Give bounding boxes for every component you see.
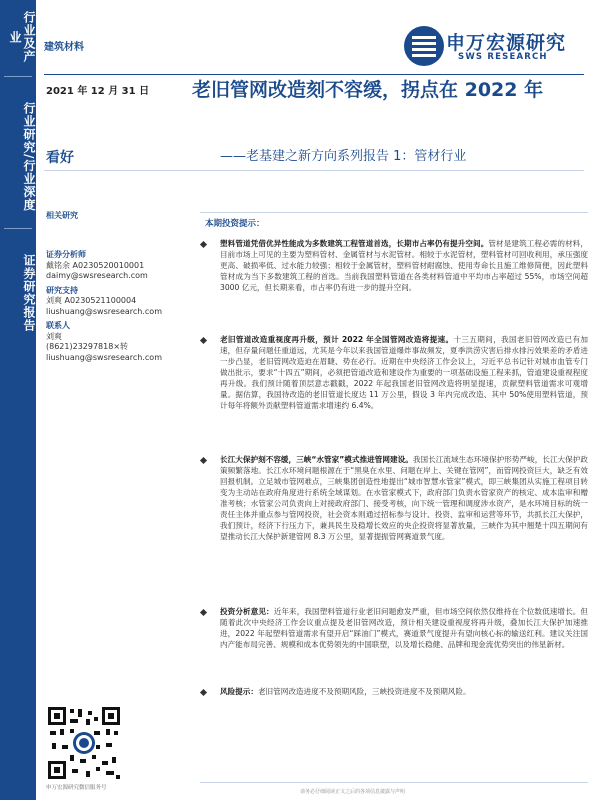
contact-name: 刘爽 xyxy=(46,331,62,341)
bullet-icon xyxy=(201,338,209,346)
qr-caption: 申万宏源研究微信服务号 xyxy=(46,785,107,791)
bullet-body: 老旧管网改造进度不及预期风险，三峡投资进度不及预期风险。 xyxy=(257,687,471,696)
footer-rule xyxy=(200,782,588,783)
sidebar-tab-report-type: 行业研究/行业深度 xyxy=(22,102,36,212)
bullet-body: 我国长江流域生态环境保护形势严峻，长江大保护政策频繁落地。长江水环境问题根源在于“黑臭在水里、问题在岸上、关键在管网”，而管网投资巨大，缺乏有效回报机制。立足城市管网难点，三峡集团创造性地提出“城市智慧水管家”模式，即三峡集团从实施工程项目转变为主动站在政府角度进行系统全域谋划。在水管家模式下，政府部门负责水管家资产的核定、成本监审和赠准考核；水管家公司负责向上对接政府部门、接受考核，向下统一管理和调度涉水资产，是水环境目标的统一责任主体并重点参与管网投资，社会资本则通过招标参与设计、投资、监审和运营等环节，共抓长江大保护，我们预计，经济下行压力下，兼具民生及稳增长效应的央企投资将显著放量，三峡作为其中翘楚十四五期间有望推动长江大保护新建管网 8.3 万公里，显著提振管网赛道景气度。 xyxy=(220,455,589,541)
logo-name-en: SWS RESEARCH xyxy=(458,52,548,62)
report-date: 2021 年 12 月 31 日 xyxy=(46,86,150,97)
industry-label: 建筑材料 xyxy=(44,42,84,53)
related-research-label: 相关研究 xyxy=(46,211,78,220)
contact-email[interactable]: liushuang@swsresearch.com xyxy=(46,352,162,362)
analyst-name: 戴铭余 A0230520010001 xyxy=(46,260,145,270)
bullet-paragraph xyxy=(220,334,588,411)
logo-name-cn: 申万宏源研究 xyxy=(446,32,567,54)
left-sidebar xyxy=(0,0,36,800)
bullet-body: 十三五期间，我国老旧管网改造已有加速，但存量问题任重道远，尤其是今年以来我国管道爆炸事故频发，夏季洪涝灾害后排水排污效果差的矛盾进一步凸显，老旧管网改造迫在眉睫、势在必行。近期在中央经济工作会议上，习近平总书记针对城市血管专门做出批示，要求“十四五”期间，必须把管道改造和建设作为重要的一项基础设施工程来抓，管道建设重视程度再升级。我们预计随着顶层意志戳戳，2022 年起我国老旧管网改造将明显提速，贡献塑料管道需求可观增量。据估算，我国待改造的老旧管道长度达 11 万公里，假设 3 年内完成改造、其中 50%使用塑料管道，预计每年将额外贡献塑料管道需求增速约 6.4%。 xyxy=(220,335,589,410)
sidebar-tab-industry: 行业及产业 xyxy=(8,11,36,63)
support-email[interactable]: liushuang@swsresearch.com xyxy=(46,306,162,316)
bullet-paragraph xyxy=(220,238,588,293)
analyst-email[interactable]: daimy@swsresearch.com xyxy=(46,271,148,280)
analyst-block xyxy=(46,250,196,363)
bullet-lead: 风险提示： xyxy=(220,687,258,696)
report-title: 老旧管网改造刻不容缓，拐点在 2022 年 xyxy=(192,79,544,101)
qr-code-icon xyxy=(46,705,122,781)
sidebar-divider xyxy=(4,76,32,77)
report-subtitle: ——老基建之新方向系列报告 1：管材行业 xyxy=(220,149,467,164)
bullet-paragraph xyxy=(220,606,588,650)
bullet-icon xyxy=(201,610,209,618)
bullet-lead: 长江大保护刻不容缓，三峡“水管家”模式推进管网建设。 xyxy=(220,455,413,464)
bullet-icon xyxy=(201,458,209,466)
section-rule xyxy=(200,212,588,213)
title-rule xyxy=(44,170,584,171)
contact-head: 联系人 xyxy=(46,321,70,330)
contact-phone: (8621)23297818×转 xyxy=(46,342,129,351)
support-head: 研究支持 xyxy=(46,285,78,295)
industry-rating: 看好 xyxy=(46,150,74,166)
header-rule xyxy=(44,74,584,75)
bullet-paragraph xyxy=(220,686,588,697)
company-logo xyxy=(400,22,580,72)
bullet-icon xyxy=(201,690,209,698)
footer-disclaimer: 请务必仔细阅读正文之后的各项信息披露与声明 xyxy=(300,789,406,795)
bullet-lead: 塑料管道凭借优异性能成为多数建筑工程管道首选，长期市占率仍有提升空间。 xyxy=(220,239,489,248)
bullet-lead: 老旧管道改造重视度再升级，预计 2022 年全国管网改造将提速。 xyxy=(220,335,454,344)
sidebar-divider xyxy=(4,228,32,229)
bullet-icon xyxy=(201,242,209,250)
analyst-head: 证券分析师 xyxy=(46,250,86,259)
qr-code xyxy=(46,705,122,781)
bullet-body: 管材是建筑工程必需的材料，目前市场上可见的主要为塑料管材、金属管材与水泥管材。相较于水泥管材，塑料管材可回收利用，承压强度更高、破损率低、过水能力较强；相较于金属管材，塑料管材耐腐蚀、使用寿命长且施工维修简便，因此塑料管材成为当下多数建筑工程的首选。当前我国塑料管道在各类材料管道中平均市占率超过 55%，市场空间超 3000 亿元，但长期来看，市占率仍有进一步的提升空间。 xyxy=(220,239,589,292)
logo-icon xyxy=(402,24,446,68)
bullet-paragraph xyxy=(220,454,588,542)
sidebar-tab-securities: 证券研究报告 xyxy=(22,254,36,332)
bullet-body: 近年来，我国塑料管道行业老旧问题愈发严重，但市场空间依然仅维持在个位数低速增长。但随着此次中央经济工作会议重点提及老旧管网改造，预计相关建设重视度将再升级，叠加长江大保护加速推进，2022 年起塑料管道需求有望开启“踩油门”模式，赛道景气度提升有望向核心标的输送红利。建议关注国内产能布局完善、规模和成本优势领先的中国联塑，以及增长稳健、品牌和现金流优势突出的伟星新材。 xyxy=(220,607,589,649)
section-title: 本期投资提示： xyxy=(205,219,265,229)
support-name: 刘爽 A0230521100004 xyxy=(46,296,137,305)
bullet-lead: 投资分析意见： xyxy=(220,607,274,616)
